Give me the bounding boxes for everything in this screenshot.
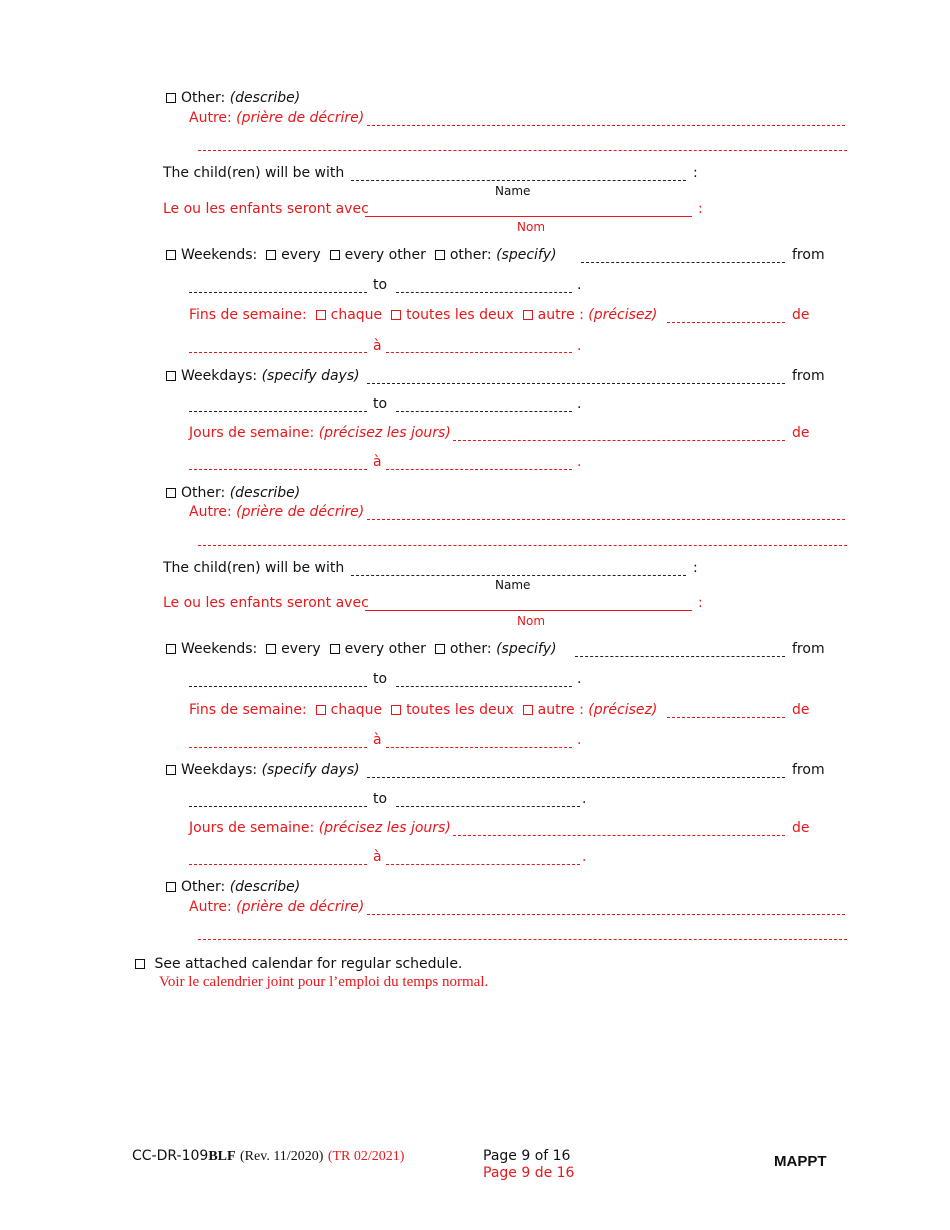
describe-hint: (describe) — [229, 879, 301, 895]
other-option-2 — [166, 484, 300, 502]
weekdays-option-fr-2 — [189, 819, 451, 837]
form-code: MAPPT — [774, 1153, 827, 1170]
weekends-de-field-1[interactable] — [189, 352, 367, 353]
other-label: Other: — [181, 90, 226, 106]
specify-days-hint: (specify days) — [261, 368, 360, 384]
a-label: à — [373, 338, 382, 354]
chaque-checkbox-1[interactable] — [316, 310, 326, 320]
every-checkbox-1[interactable] — [266, 250, 276, 260]
to-label: to — [373, 277, 388, 293]
to-label: to — [373, 791, 388, 807]
weekdays-label: Weekdays: — [181, 368, 258, 384]
weekends-to-field-1[interactable] — [396, 292, 572, 293]
chaque-label: chaque — [330, 702, 383, 718]
every-other-label: every other — [344, 247, 426, 263]
every-label: every — [281, 641, 321, 657]
other-label: Other: — [181, 485, 226, 501]
autre-label: Autre: — [189, 899, 232, 915]
child-name-field-2[interactable] — [351, 575, 686, 576]
de-label: de — [792, 820, 810, 836]
weekends-option-fr-1 — [189, 306, 657, 324]
from-label: from — [792, 247, 825, 263]
describe-hint: (describe) — [229, 485, 301, 501]
child-name-field-fr-1[interactable] — [365, 216, 692, 217]
weekdays-precisez-field-1[interactable] — [453, 440, 785, 441]
other-describe-field-2b[interactable] — [198, 545, 847, 546]
period-fr: . — [577, 338, 582, 354]
from-label: from — [792, 641, 825, 657]
other-spec-checkbox-1[interactable] — [435, 250, 445, 260]
weekends-specify-field-1[interactable] — [581, 262, 785, 263]
colon: : — [693, 560, 698, 576]
other-checkbox-2[interactable] — [166, 488, 176, 498]
other-label: Other: — [181, 879, 226, 895]
colon-fr: : — [698, 595, 703, 611]
weekends-to-field-2[interactable] — [396, 686, 572, 687]
weekdays-to-field-1[interactable] — [396, 411, 572, 412]
weekdays-precisez-field-2[interactable] — [453, 835, 785, 836]
chaque-label: chaque — [330, 307, 383, 323]
every-other-checkbox-1[interactable] — [330, 250, 340, 260]
precisez-jours-hint: (précisez les jours) — [318, 820, 451, 836]
translation-rev: (TR 02/2021) — [327, 1149, 405, 1164]
weekdays-option-2 — [166, 761, 360, 779]
autre-spec-label: autre : — [537, 307, 584, 323]
specify-hint: (specify) — [496, 641, 557, 657]
revision: (Rev. 11/2020) — [240, 1149, 324, 1164]
a-label: à — [373, 732, 382, 748]
child-with-label-fr-1: Le ou les enfants seront avec — [163, 201, 369, 217]
weekdays-a-field-1[interactable] — [386, 469, 572, 470]
weekends-label-fr: Fins de semaine: — [189, 702, 307, 718]
every-other-checkbox-2[interactable] — [330, 644, 340, 654]
weekends-from-field-1[interactable] — [189, 292, 367, 293]
calendar-label-fr: Voir le calendrier joint pour l’emploi du temps normal. — [159, 974, 489, 990]
other-describe-field-3b[interactable] — [198, 939, 847, 940]
weekends-option-fr-2 — [189, 701, 657, 719]
weekdays-checkbox-1[interactable] — [166, 371, 176, 381]
weekdays-a-field-2[interactable] — [386, 864, 580, 865]
deux-label: toutes les deux — [406, 307, 514, 323]
specify-hint: (specify) — [496, 247, 557, 263]
period: . — [582, 791, 587, 807]
describe-hint-fr: (prière de décrire) — [236, 899, 365, 915]
deux-label: toutes les deux — [406, 702, 514, 718]
autre-label-3 — [189, 898, 364, 916]
de-label: de — [792, 307, 810, 323]
other-checkbox-3[interactable] — [166, 882, 176, 892]
form-id — [132, 1148, 404, 1165]
form-id-code: CC-DR-109 — [132, 1148, 209, 1164]
weekends-precisez-field-1[interactable] — [667, 322, 785, 323]
child-with-label-1: The child(ren) will be with — [163, 165, 345, 181]
specify-days-hint: (specify days) — [261, 762, 360, 778]
to-label: to — [373, 396, 388, 412]
every-checkbox-2[interactable] — [266, 644, 276, 654]
other-describe-field-2[interactable] — [367, 519, 845, 520]
weekends-option-1 — [166, 246, 557, 264]
deux-checkbox-2[interactable] — [391, 705, 401, 715]
from-label: from — [792, 762, 825, 778]
child-name-field-fr-2[interactable] — [365, 610, 692, 611]
calendar-option — [135, 955, 462, 973]
de-label: de — [792, 425, 810, 441]
weekends-specify-field-2[interactable] — [575, 656, 785, 657]
weekends-a-field-2[interactable] — [386, 747, 572, 748]
weekends-option-2 — [166, 640, 557, 658]
weekends-checkbox-2[interactable] — [166, 644, 176, 654]
a-label: à — [373, 454, 382, 470]
every-other-label: every other — [344, 641, 426, 657]
weekdays-from-field-1[interactable] — [189, 411, 367, 412]
autre-label-2 — [189, 503, 364, 521]
describe-hint: (describe) — [229, 90, 301, 106]
period-fr: . — [582, 849, 587, 865]
de-label: de — [792, 702, 810, 718]
chaque-checkbox-2[interactable] — [316, 705, 326, 715]
other-spec-label: other: — [449, 247, 492, 263]
name-caption-2: Name — [495, 578, 531, 592]
autre-label: Autre: — [189, 110, 232, 126]
weekdays-specify-field-1[interactable] — [367, 383, 785, 384]
nom-caption-2: Nom — [517, 614, 546, 628]
weekdays-label: Weekdays: — [181, 762, 258, 778]
form-id-suffix: BLF — [208, 1149, 236, 1164]
deux-checkbox-1[interactable] — [391, 310, 401, 320]
calendar-label: See attached calendar for regular schedule. — [154, 956, 463, 972]
colon: : — [693, 165, 698, 181]
name-caption-1: Name — [495, 184, 531, 198]
page-number-fr: Page 9 de 16 — [483, 1165, 575, 1181]
autre-label: Autre: — [189, 504, 232, 520]
other-describe-field-1[interactable] — [367, 125, 845, 126]
a-label: à — [373, 849, 382, 865]
weekends-label: Weekends: — [181, 641, 258, 657]
to-label: to — [373, 671, 388, 687]
weekends-label: Weekends: — [181, 247, 258, 263]
period-fr: . — [577, 454, 582, 470]
weekends-precisez-field-2[interactable] — [667, 717, 785, 718]
other-describe-field-1b[interactable] — [198, 150, 847, 151]
period-fr: . — [577, 732, 582, 748]
weekends-de-field-2[interactable] — [189, 747, 367, 748]
weekdays-de-field-2[interactable] — [189, 864, 367, 865]
other-describe-field-3[interactable] — [367, 914, 845, 915]
precisez-jours-hint: (précisez les jours) — [318, 425, 451, 441]
period: . — [577, 396, 582, 412]
other-spec-checkbox-2[interactable] — [435, 644, 445, 654]
page-number: Page 9 of 16 — [483, 1148, 571, 1164]
weekdays-from-field-2[interactable] — [189, 806, 367, 807]
autre-spec-checkbox-1[interactable] — [523, 310, 533, 320]
every-label: every — [281, 247, 321, 263]
autre-spec-checkbox-2[interactable] — [523, 705, 533, 715]
child-name-field-1[interactable] — [351, 180, 686, 181]
weekdays-de-field-1[interactable] — [189, 469, 367, 470]
weekdays-label-fr: Jours de semaine: — [189, 820, 315, 836]
precisez-hint: (précisez) — [588, 307, 658, 323]
child-with-label-2: The child(ren) will be with — [163, 560, 345, 576]
from-label: from — [792, 368, 825, 384]
autre-label-1 — [189, 109, 364, 127]
precisez-hint: (précisez) — [588, 702, 658, 718]
describe-hint-fr: (prière de décrire) — [236, 504, 365, 520]
weekends-checkbox-1[interactable] — [166, 250, 176, 260]
other-option-1 — [166, 89, 300, 107]
weekends-label-fr: Fins de semaine: — [189, 307, 307, 323]
calendar-checkbox[interactable] — [135, 959, 145, 969]
child-with-label-fr-2: Le ou les enfants seront avec — [163, 595, 369, 611]
other-spec-label: other: — [449, 641, 492, 657]
describe-hint-fr: (prière de décrire) — [236, 110, 365, 126]
weekdays-option-fr-1 — [189, 424, 451, 442]
autre-spec-label: autre : — [537, 702, 584, 718]
weekdays-specify-field-2[interactable] — [367, 777, 785, 778]
weekends-a-field-1[interactable] — [386, 352, 572, 353]
period: . — [577, 671, 582, 687]
weekdays-option-1 — [166, 367, 360, 385]
period: . — [577, 277, 582, 293]
nom-caption-1: Nom — [517, 220, 546, 234]
weekdays-to-field-2[interactable] — [396, 806, 580, 807]
weekends-from-field-2[interactable] — [189, 686, 367, 687]
weekdays-label-fr: Jours de semaine: — [189, 425, 315, 441]
weekdays-checkbox-2[interactable] — [166, 765, 176, 775]
colon-fr: : — [698, 201, 703, 217]
other-checkbox-1[interactable] — [166, 93, 176, 103]
other-option-3 — [166, 878, 300, 896]
